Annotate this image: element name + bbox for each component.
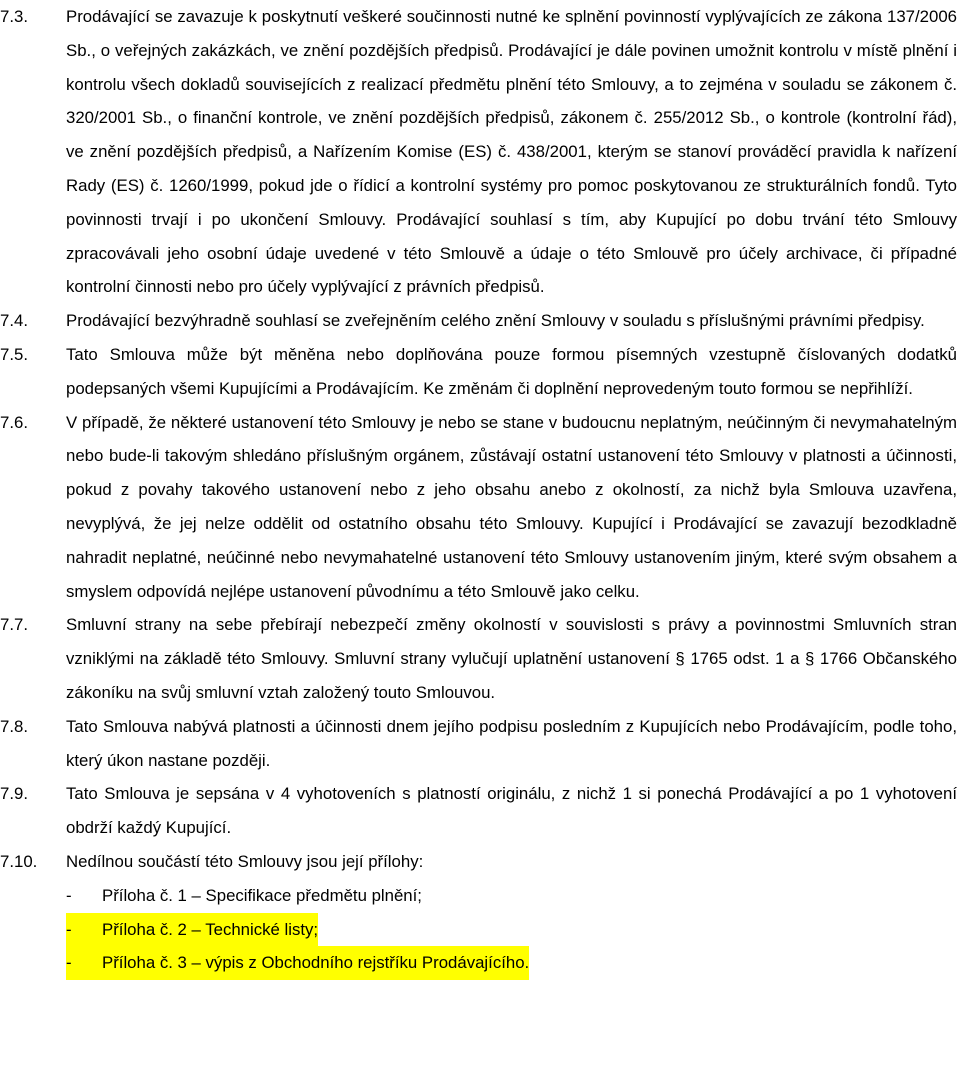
clause-text: Tato Smlouva může být měněna nebo doplňována pouze formou písemných vzestupně číslovaných dodatků podepsaných všemi Kupujícími a Prodávajícím. Ke změnám či doplnění neprovedeným touto formou se nepřihlíží. xyxy=(66,344,957,398)
clause-number: 7.6. xyxy=(0,412,28,432)
clause-text: Tato Smlouva je sepsána v 4 vyhotoveních s platností originálu, z nichž 1 si ponechá Prodávající a po 1 vyhotovení obdrží každý Kupující. xyxy=(66,784,957,838)
list-dash: - xyxy=(66,913,102,947)
clause-number: 7.3. xyxy=(0,7,28,26)
clause-7-6 xyxy=(0,406,960,609)
attachments-intro: Nedílnou součástí této Smlouvy jsou její přílohy: xyxy=(66,851,424,871)
clause-number: 7.4. xyxy=(0,311,28,331)
list-dash: - xyxy=(66,946,102,980)
clause-7-3 xyxy=(0,0,960,304)
clause-number: 7.5. xyxy=(0,344,28,364)
clause-text: V případě, že některé ustanovení této Smlouvy je nebo se stane v budoucnu neplatným, neúčinným či nevymahatelným nebo bude-li takovým shledáno příslušným orgánem, zůstávají ostatní ustanovení této Smlouvy v platnosti a účinnosti, pokud z povahy takového ustanovení nebo z jeho obsahu anebo z okolností, za nichž byla Smlouva uzavřena, nevyplývá, že jej nelze oddělit od ostatního obsahu této Smlouvy. Kupující i Prodávající se zavazují bezodkladně nahradit neplatné, neúčinné nebo nevymahatelné ustanovení této Smlouvy ustanovením jiným, které svým obsahem a smyslem odpovídá nejlépe ustanovení původnímu a této Smlouvě jako celku. xyxy=(66,412,957,601)
clause-text: Prodávající se zavazuje k poskytnutí veškeré součinnosti nutné ke splnění povinností vyplývajících ze zákona 137/2006 Sb., o veřejných zakázkách, ve znění pozdějších předpisů. Prodávající je dále povinen umožnit kontrolu v místě plnění i kontrolu všech dokladů souvisejících z realizací předmětu plnění této Smlouvy, a to zejména v souladu se zákonem č. 320/2001 Sb., o finanční kontrole, ve znění pozdějších předpisů, zákonem č. 255/2012 Sb., o kontrole (kontrolní řád), ve znění pozdějších předpisů, a Nařízením Komise (ES) č. 438/2001, kterým se stanoví prováděcí pravidla k nařízení Rady (ES) č. 1260/1999, pokud jde o řídicí a kontrolní systémy pro pomoc poskytovanou ze strukturálních fondů. Tyto povinnosti trvají i po ukončení Smlouvy. Prodávající souhlasí s tím, aby Kupující po dobu trvání této Smlouvy zpracovávali jeho osobní údaje uvedené v této Smlouvě a údaje o této Smlouvě pro účely archivace, či případné kontrolní činnosti nebo pro účely vyplývající z právních předpisů. xyxy=(66,7,957,297)
clause-number: 7.9. xyxy=(0,784,28,804)
clause-number: 7.7. xyxy=(0,615,28,635)
list-item xyxy=(66,879,957,913)
clause-7-10 xyxy=(0,845,960,980)
clause-7-9 xyxy=(0,777,960,845)
attachments-section xyxy=(66,845,957,980)
list-dash: - xyxy=(66,885,72,905)
clause-7-7 xyxy=(0,608,960,709)
clause-7-5 xyxy=(0,338,960,406)
attachment-label: Příloha č. 2 – Technické listy; xyxy=(102,913,318,947)
clause-7-4 xyxy=(0,304,960,338)
clause-text: Smluvní strany na sebe přebírají nebezpečí změny okolností v souvislosti s právy a povinnostmi Smluvních stran vzniklými na základě této Smlouvy. Smluvní strany vylučují uplatnění ustanovení § 1765 odst. 1 a § 1766 Občanského zákoníku na svůj smluvní vztah založený touto Smlouvou. xyxy=(66,615,957,702)
clause-text: Tato Smlouva nabývá platnosti a účinnosti dnem jejího podpisu posledním z Kupujících nebo Prodávajícím, podle toho, který úkon nastane později. xyxy=(66,716,957,770)
clause-7-8 xyxy=(0,710,960,778)
list-item xyxy=(66,946,957,980)
clause-number: 7.8. xyxy=(0,716,28,736)
clause-text: Prodávající bezvýhradně souhlasí se zveřejněním celého znění Smlouvy v souladu s příslušnými právními předpisy. xyxy=(66,311,925,331)
attachment-label: Příloha č. 3 – výpis z Obchodního rejstříku Prodávajícího. xyxy=(102,946,529,980)
attachments-list xyxy=(66,879,957,980)
attachment-label: Příloha č. 1 – Specifikace předmětu plnění; xyxy=(102,885,422,905)
clause-number: 7.10. xyxy=(0,851,38,871)
list-item xyxy=(66,913,957,947)
